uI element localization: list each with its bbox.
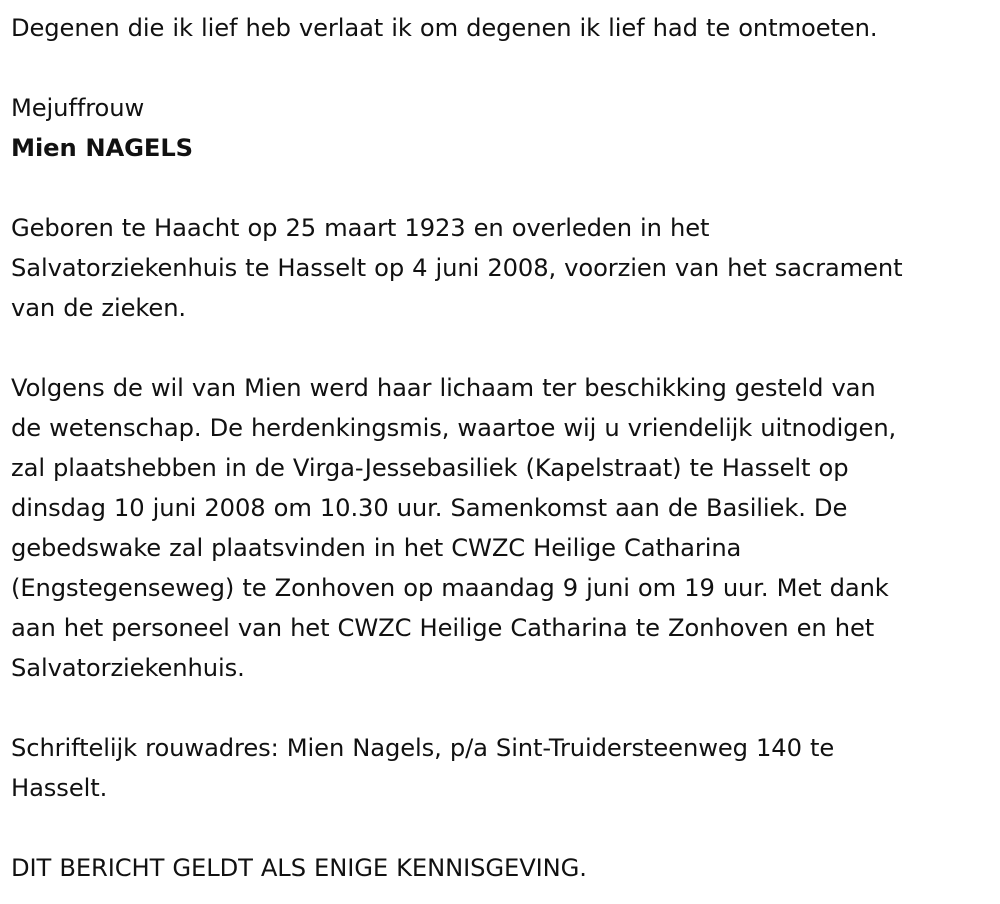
paragraph-line: Salvatorziekenhuis te Hasselt op 4 juni 2008, voorzien van het sacrament [11,254,903,282]
paragraph-line: Salvatorziekenhuis. [11,654,245,682]
spacer [11,688,996,728]
title [11,88,996,128]
title-text: Mejuffrouw [11,94,145,122]
obituary-notice [11,8,996,888]
paragraph-line: Volgens de wil van Mien werd haar lichaam ter beschikking gesteld van [11,374,876,402]
paragraph-line: dinsdag 10 juni 2008 om 10.30 uur. Samenkomst aan de Basiliek. De [11,494,848,522]
deceased-name-text: Mien NAGELS [11,134,193,162]
paragraph-line: van de zieken. [11,294,187,322]
spacer [11,168,996,208]
address-paragraph [11,728,996,808]
deceased-name [11,128,996,168]
ceremony-paragraph [11,368,996,688]
closing-statement [11,848,996,888]
paragraph-line: Hasselt. [11,774,108,802]
spacer [11,808,996,848]
motto [11,8,996,48]
closing-text: DIT BERICHT GELDT ALS ENIGE KENNISGEVING. [11,854,587,882]
paragraph-line: Schriftelijk rouwadres: Mien Nagels, p/a Sint-Truidersteenweg 140 te [11,734,835,762]
paragraph-line: gebedswake zal plaatsvinden in het CWZC Heilige Catharina [11,534,742,562]
motto-line: Degenen die ik lief heb verlaat ik om degenen ik lief had te ontmoeten. [11,14,878,42]
spacer [11,48,996,88]
birth-death-paragraph [11,208,996,328]
paragraph-line: (Engstegenseweg) te Zonhoven op maandag 9 juni om 19 uur. Met dank [11,574,889,602]
spacer [11,328,996,368]
paragraph-line: de wetenschap. De herdenkingsmis, waartoe wij u vriendelijk uitnodigen, [11,414,897,442]
paragraph-line: zal plaatshebben in de Virga-Jessebasiliek (Kapelstraat) te Hasselt op [11,454,849,482]
paragraph-line: Geboren te Haacht op 25 maart 1923 en overleden in het [11,214,710,242]
paragraph-line: aan het personeel van het CWZC Heilige Catharina te Zonhoven en het [11,614,875,642]
